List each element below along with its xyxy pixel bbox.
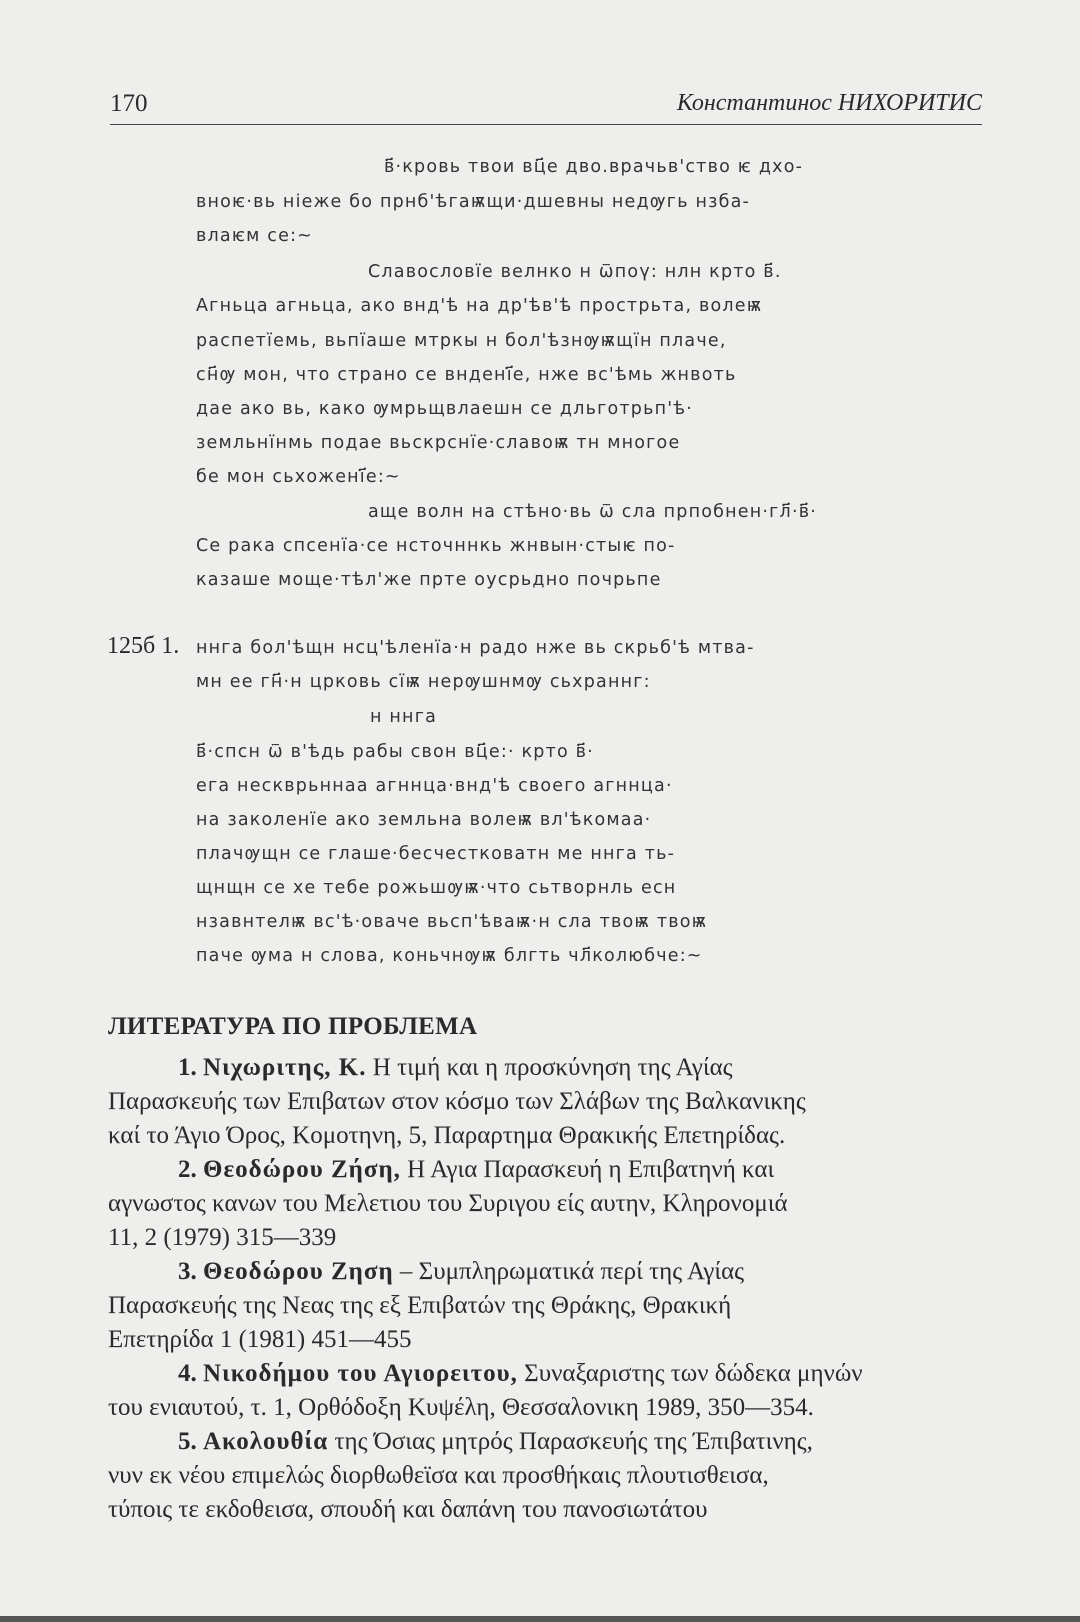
ref-text: 11, 2 (1979) 315—339: [108, 1224, 337, 1251]
slavonic-line: казаше моще·тѣл'же прте оусрьдно почрьпе: [196, 570, 662, 590]
slavonic-line: ега нескврьннаа агннца·внд'ѣ своего агннца·: [196, 776, 673, 796]
slavonic-line: ннга бол'ѣщн нсц'ѣленїа·н радо нже вь скрьб'ѣ мтва-: [196, 638, 755, 658]
slavonic-line: Агньца агньца, ако внд'ѣ на др'ѣв'ѣ прострьта, волеѭ: [196, 296, 763, 316]
slavonic-line: Се рака спсенїа·се нсточннкь жнвын·стыѥ по-: [196, 536, 676, 556]
reference-item: [108, 1051, 984, 1153]
slavonic-line: плачѹщн се глаше·бесчестковатн ме ннга ть-: [196, 844, 676, 864]
ref-text: Παρασκευής των Επιβατων στον κόσμο των Σλάβων της Βαλκανικης: [108, 1088, 806, 1115]
reference-item: [108, 1425, 984, 1527]
slavonic-line: распетїемь, вьпїаше мтркы н бол'ѣзнѹѭщїн плаче,: [196, 331, 727, 351]
running-title: Константинос НИХОРИТИС: [676, 90, 982, 116]
reference-item: [108, 1357, 984, 1425]
ref-text: Η τιμή και η προσκύνηση της Αγίας: [366, 1054, 733, 1081]
ref-text: νυν εκ νέου επιμελώς διορθωθεϊσα και προσθήκαις πλουτισθεισα,: [108, 1462, 769, 1489]
slavonic-line: Славословїе велнко н ѿпоү: нлн крто в҃.: [368, 262, 782, 282]
ref-number: 3.: [178, 1258, 197, 1285]
ref-text: – Συμπληρωματικά περί της Αγίας: [393, 1258, 745, 1285]
slavonic-line: щнщн се хе тебе рожьшѹѭ·что сьтворнль есн: [196, 878, 677, 898]
ref-text: της Όσιας μητρός Παρασκευής της Έπιβατινης,: [328, 1428, 813, 1455]
scan-edge: [0, 1616, 1080, 1622]
slavonic-line: н ннга: [370, 707, 438, 727]
ref-text: Επετηρίδα 1 (1981) 451—455: [108, 1326, 412, 1353]
ref-text: καί το Άγιο Όρος, Κομοτηνη, 5, Παραρτημα Θρακικής Επετηρίδας.: [108, 1122, 786, 1149]
ref-number: 5.: [178, 1428, 197, 1455]
ref-number: 2.: [178, 1156, 197, 1183]
slavonic-line: в҃·кровь твои вц҃е дво.врачьв'ство ѥ дхо-: [384, 157, 804, 177]
literature-heading: ЛИТЕРАТУРА ПО ПРОБЛЕМА: [108, 1013, 478, 1040]
page-number: 170: [110, 90, 148, 117]
slavonic-line: влаѥм се:~: [196, 226, 314, 246]
ref-number: 1.: [178, 1054, 197, 1081]
slavonic-line: аще волн на стѣно·вь ѿ сла прпобнен·гл҃·в҃·: [368, 502, 817, 522]
slavonic-line: бе мон сьхожені҃е:~: [196, 467, 401, 487]
ref-author: Ακολουθία: [203, 1428, 329, 1455]
reference-item: [108, 1153, 984, 1255]
ref-text: Παρασκευής της Νεας της εξ Επιβατών της Θράκης, Θρακική: [108, 1292, 732, 1319]
ref-text: τύποις τε εκδοθεισα, σπουδή και δαπάνη του πανοσιωτάτου: [108, 1496, 708, 1523]
slavonic-line: дае ако вь, како ѹмрьщвлаешн се дльготрьп'ѣ·: [196, 399, 693, 419]
slavonic-line: мн ее гн҃·н црковь сїѭ нерѹшнмѹ сьхраннг:: [196, 672, 651, 692]
slavonic-line: в҃·спсн ѿ в'ѣдь рабы свон вц҃е:· крто в҃·: [196, 742, 594, 762]
slavonic-line: паче ѹма н слова, коньчнѹѭ блгть чл҃колюбче:~: [196, 946, 703, 966]
page-header: [110, 88, 982, 125]
ref-author: Θεοδώρου Ζήση,: [203, 1156, 401, 1183]
slavonic-line: на заколенїе ако земльна волеѭ вл'ѣкомаа·: [196, 810, 652, 830]
slavonic-line: нзавнтелѭ вс'ѣ·овачe вьсп'ѣваѭ·н сла твоѭ твоѭ: [196, 912, 708, 932]
ref-number: 4.: [178, 1360, 197, 1387]
ref-author: Νιχωριτης, Κ.: [203, 1054, 367, 1081]
slavonic-line: вноѥ·вь ніеже бо прнб'ѣгаѭщи·дшевны недѹгь нзба-: [196, 192, 751, 212]
ref-text: αγνωστος κανων του Μελετιου του Συριγου είς αυτην, Κληρονομιά: [108, 1190, 788, 1217]
ref-text: Συναξαριστης των δώδεκα μηνών: [517, 1360, 863, 1387]
slavonic-line: земльнїнмь подае вьскрснїе·славоѭ тн многое: [196, 433, 681, 453]
ref-author: Θεοδώρου Ζηση: [203, 1258, 394, 1285]
ref-author: Νικοδήμου του Αγιορειτου,: [203, 1360, 518, 1387]
slavonic-line: сн҃ѹ мон, что страно се вндені҃е, нже вс'ѣмь жнвоть: [196, 365, 737, 385]
ref-text: Η Αγια Παρασκευή η Επιβατηνή και: [400, 1156, 775, 1183]
folio-marker: 125б 1.: [107, 633, 180, 659]
reference-item: [108, 1255, 984, 1357]
ref-text: του ενιαυτού, τ. 1, Ορθόδοξη Κυψέλη, Θεσσαλονικη 1989, 350—354.: [108, 1394, 814, 1421]
